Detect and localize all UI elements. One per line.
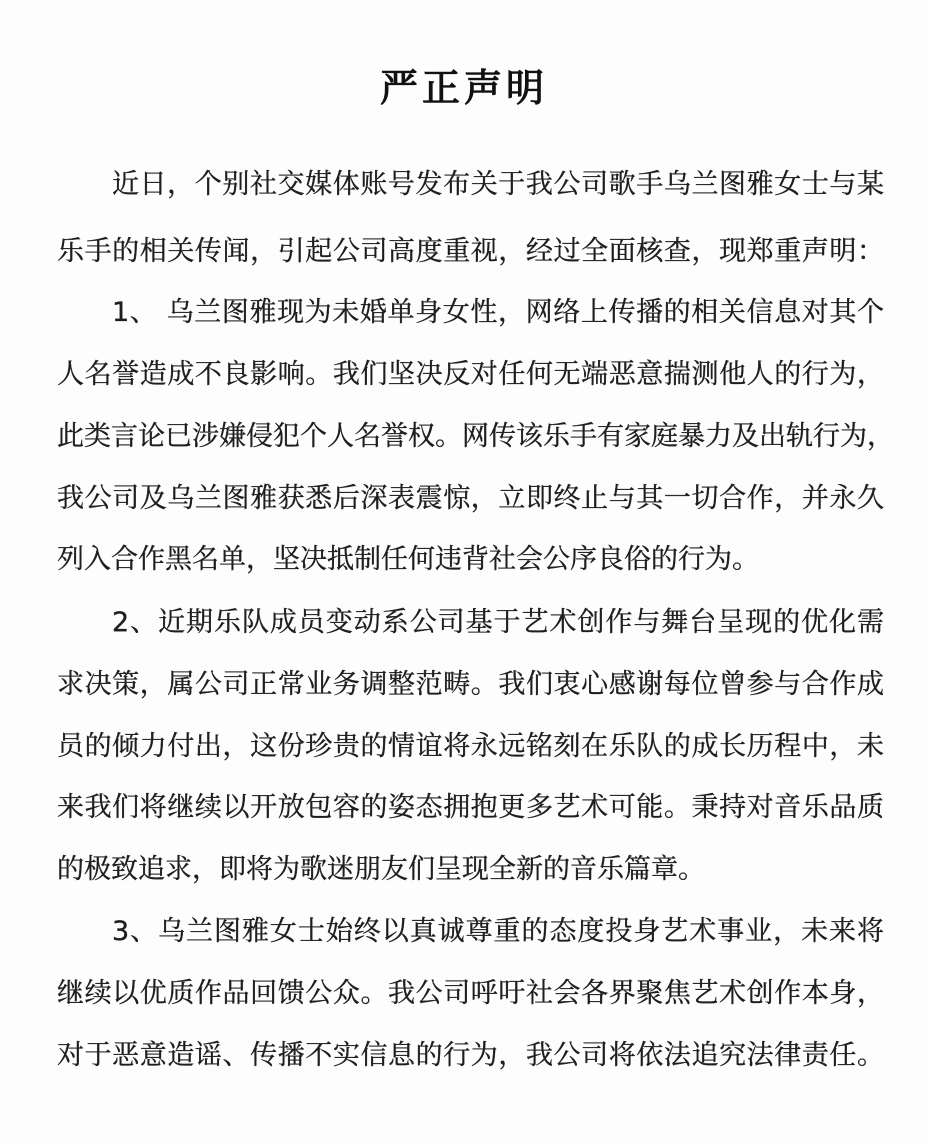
paragraph-line: 的极致追求，即将为歌迷朋友们呈现全新的音乐篇章。: [57, 854, 705, 885]
paragraph-line: 求决策，属公司正常业务调整范畴。我们衷心感谢每位曾参与合作成: [57, 669, 884, 700]
document-title: 严正声明: [379, 66, 548, 110]
paragraph-line: 对于恶意造谣、传播不实信息的行为，我公司将依法追究法律责任。: [57, 1040, 884, 1071]
paragraph-line: 3、乌兰图雅女士始终以真诚尊重的态度投身艺术事业，未来将: [112, 916, 884, 947]
paragraph-line: 继续以优质作品回馈公众。我公司呼吁社会各界聚焦艺术创作本身，: [57, 978, 884, 1009]
paragraph-line: 1、 乌兰图雅现为未婚单身女性，网络上传播的相关信息对其个: [112, 297, 884, 328]
paragraph-line: 人名誉造成不良影响。我们坚决反对任何无端恶意揣测他人的行为，: [57, 359, 884, 390]
paragraph-line: 近日，个别社交媒体账号发布关于我公司歌手乌兰图雅女士与某: [112, 169, 884, 200]
paragraph-line: 乐手的相关传闻，引起公司高度重视，经过全面核查，现郑重声明：: [57, 236, 884, 267]
paragraph-line: 来我们将继续以开放包容的姿态拥抱更多艺术可能。秉持对音乐品质: [57, 792, 884, 823]
paragraph-line: 2、近期乐队成员变动系公司基于艺术创作与舞台呈现的优化需: [112, 607, 884, 638]
paragraph-line: 员的倾力付出，这份珍贵的情谊将永远铭刻在乐队的成长历程中，未: [57, 731, 884, 762]
paragraph-line: 此类言论已涉嫌侵犯个人名誉权。网传该乐手有家庭暴力及出轨行为，: [57, 421, 894, 452]
paragraph-line: 列入合作黑名单，坚决抵制任何违背社会公序良俗的行为。: [57, 544, 759, 575]
paragraph-line: 我公司及乌兰图雅获悉后深表震惊，立即终止与其一切合作，并永久: [57, 483, 884, 514]
